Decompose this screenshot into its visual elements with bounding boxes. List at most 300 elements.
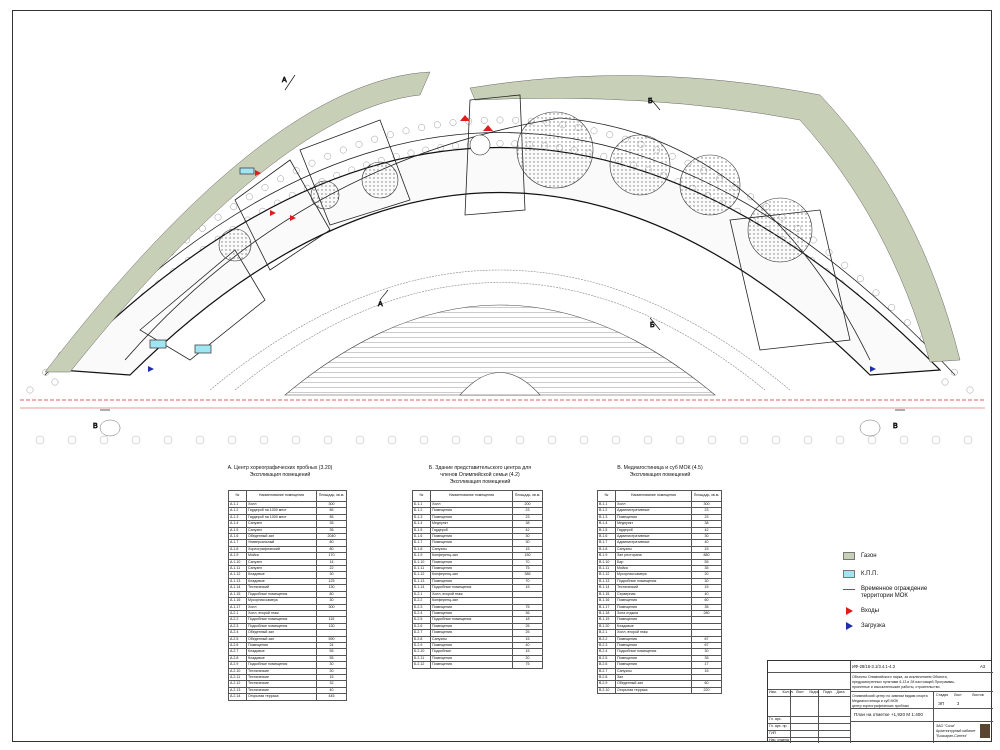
revision-header: Лист bbox=[796, 690, 804, 694]
room-name: Санузел bbox=[247, 527, 317, 533]
section-v-label-right: В bbox=[893, 423, 898, 430]
stamp-object-2: Медиагостиница и суб МОК bbox=[852, 699, 899, 703]
room-number: Б.1.6 bbox=[413, 534, 431, 540]
entrance-triangle-icon bbox=[846, 607, 853, 615]
room-number: А.1.6 bbox=[229, 534, 247, 540]
tree-symbol bbox=[164, 436, 172, 444]
room-area: 170 bbox=[317, 553, 347, 559]
room-name: Холл bbox=[247, 502, 317, 508]
room-name: Помещения bbox=[431, 623, 513, 629]
room-area: 35 bbox=[692, 566, 722, 572]
column-header: Площадь, кв.м. bbox=[692, 491, 722, 502]
stamp-desc-1: Объекты Олимпийского парка, за исключением Объекта, bbox=[852, 675, 948, 679]
room-area: 15 bbox=[692, 546, 722, 552]
room-number: А.2.14 bbox=[229, 694, 247, 700]
tree-symbol bbox=[580, 436, 588, 444]
table-header-row bbox=[229, 491, 347, 502]
tree-symbol bbox=[513, 117, 519, 123]
room-name: Санузлы bbox=[431, 636, 513, 642]
room-number: В.1.2 bbox=[598, 508, 616, 514]
room-name: Подсобные помещения bbox=[431, 585, 513, 591]
section-v-label-left: В bbox=[93, 423, 98, 430]
table-b-heading: Б. Здание представительского центра для bbox=[428, 465, 532, 471]
room-name: Мусорная камера bbox=[247, 598, 317, 604]
legend-fence-label-1: Временное ограждение bbox=[861, 586, 928, 592]
tree-symbol bbox=[420, 436, 428, 444]
room-number: Б.1.2 bbox=[413, 508, 431, 514]
room-name: Холл, второй этаж bbox=[431, 591, 513, 597]
room-name: Помещения bbox=[616, 662, 692, 668]
room-name: Технический bbox=[616, 585, 692, 591]
room-name: Бар bbox=[616, 559, 692, 565]
room-number: А.1.7 bbox=[229, 540, 247, 546]
tree-symbol bbox=[196, 436, 204, 444]
room-number: А.2.4 bbox=[229, 630, 247, 636]
room-name: Кладовые bbox=[616, 623, 692, 629]
room-name: Подсобные помещения bbox=[247, 617, 317, 623]
room-number: А.1.11 bbox=[229, 566, 247, 572]
room-area: 15 bbox=[513, 546, 543, 552]
room-area: 590 bbox=[317, 636, 347, 642]
room-number: Б.2.6 bbox=[413, 623, 431, 629]
table-b-heading-2: членов Олимпийской семьи (4.2) bbox=[440, 472, 520, 478]
room-area: 30 bbox=[317, 572, 347, 578]
room-area: 40 bbox=[692, 591, 722, 597]
room-number: В.1.20 bbox=[598, 623, 616, 629]
room-number: В.1.16 bbox=[598, 598, 616, 604]
room-number: Б.2.2 bbox=[413, 598, 431, 604]
tree-symbol bbox=[591, 128, 597, 134]
room-name: Хореографический bbox=[247, 546, 317, 552]
room-area: 150 bbox=[513, 553, 543, 559]
column-header: Наименование помещения bbox=[247, 491, 317, 502]
room-name: Помещения bbox=[431, 655, 513, 661]
tree-symbol bbox=[309, 160, 315, 166]
tree-symbol bbox=[607, 132, 613, 138]
fence-line-icon bbox=[843, 589, 855, 590]
room-number: В.2.1 bbox=[598, 630, 616, 636]
stamp-sheets-label: Листов bbox=[972, 693, 984, 697]
tree-symbol bbox=[484, 436, 492, 444]
room-name: Кладовые bbox=[247, 655, 317, 661]
tree-symbol bbox=[27, 387, 33, 393]
column-header: Наименование помещения bbox=[431, 491, 513, 502]
room-number: Б.1.5 bbox=[413, 527, 431, 533]
room-name: Помещения bbox=[431, 642, 513, 648]
room-number: В.1.10 bbox=[598, 559, 616, 565]
room-number: В.1.17 bbox=[598, 604, 616, 610]
room-area: 80 bbox=[317, 540, 347, 546]
room-number: А.2.2 bbox=[229, 617, 247, 623]
tree-symbol bbox=[231, 204, 237, 210]
room-name: Холл, второй этаж bbox=[247, 610, 317, 616]
room-name: Санузел bbox=[247, 521, 317, 527]
room-number: А.1.14 bbox=[229, 585, 247, 591]
room-number: Б.2.10 bbox=[413, 649, 431, 655]
room-name: Холл bbox=[431, 502, 513, 508]
room-number: В.2.7 bbox=[598, 668, 616, 674]
room-name: Помещения bbox=[431, 514, 513, 520]
room-number: В.1.8 bbox=[598, 546, 616, 552]
room-number: В.2.5 bbox=[598, 655, 616, 661]
revision-header: №док bbox=[809, 690, 820, 694]
column-header: Наименование помещения bbox=[616, 491, 692, 502]
tree-symbol bbox=[612, 436, 620, 444]
stamp-org-3: "Боскарин-Синтез" bbox=[936, 734, 968, 738]
room-name: Помещения bbox=[431, 566, 513, 572]
loading-triangle-icon bbox=[846, 622, 853, 630]
tree-symbol bbox=[804, 436, 812, 444]
table-a-title bbox=[210, 465, 350, 479]
explication-table-a bbox=[228, 490, 347, 701]
room-area: 15 bbox=[692, 585, 722, 591]
room-name: Санузлы bbox=[431, 546, 513, 552]
room-number: Б.1.3 bbox=[413, 514, 431, 520]
room-name: Помещения bbox=[431, 630, 513, 636]
room-area: 15 bbox=[513, 636, 543, 642]
room-name: Медпункт bbox=[616, 521, 692, 527]
room-number: А.1.15 bbox=[229, 591, 247, 597]
room-name: Санузлы bbox=[616, 546, 692, 552]
room-area: 130 bbox=[317, 585, 347, 591]
room-number: А.1.3 bbox=[229, 514, 247, 520]
tree-symbol bbox=[873, 290, 879, 296]
revision-header: Дата bbox=[836, 690, 845, 694]
room-number: В.1.13 bbox=[598, 578, 616, 584]
room-area: 300 bbox=[692, 502, 722, 508]
room-area: 23 bbox=[513, 508, 543, 514]
room-area: 35 bbox=[317, 521, 347, 527]
tree-symbol bbox=[100, 436, 108, 444]
room-area: 300 bbox=[317, 604, 347, 610]
stamp-code: ИФ-28/16-3.1/3.4.1-4.3 bbox=[852, 664, 895, 669]
room-number: Б.2.7 bbox=[413, 630, 431, 636]
room-name: Помещения bbox=[431, 534, 513, 540]
table-a-heading: А. Центр хореографических пробных (3.20) bbox=[227, 465, 333, 471]
room-area: 80 bbox=[317, 591, 347, 597]
tree-symbol bbox=[452, 436, 460, 444]
tree-symbol bbox=[340, 147, 346, 153]
table-header-row bbox=[413, 491, 543, 502]
legend-loading-label: Загрузка bbox=[861, 623, 886, 629]
column-header: Площадь, кв.м. bbox=[513, 491, 543, 502]
tree-symbol bbox=[215, 214, 221, 220]
tree-symbol bbox=[52, 379, 58, 385]
explication-table-b bbox=[412, 490, 543, 669]
room-area: 22 bbox=[317, 566, 347, 572]
room-number: Б.1.7 bbox=[413, 540, 431, 546]
table-b-subtitle: Экспликация помещений bbox=[449, 479, 511, 485]
stamp-desc-2: предусмотренных пунктами 6.13 и 28 настоящей Программы, bbox=[852, 680, 955, 684]
room-area: 67 bbox=[692, 636, 722, 642]
room-number: Б.1.1 bbox=[413, 502, 431, 508]
room-number: Б.2.8 bbox=[413, 636, 431, 642]
room-name: Помещения bbox=[431, 559, 513, 565]
room-area: 385 bbox=[513, 572, 543, 578]
room-area: 17 bbox=[692, 662, 722, 668]
room-area: 32 bbox=[317, 681, 347, 687]
tree-symbol bbox=[68, 436, 76, 444]
tree-symbol bbox=[356, 141, 362, 147]
room-name: Холл bbox=[247, 604, 317, 610]
section-a-label-bottom: А bbox=[378, 301, 383, 308]
room-number: В.2.8 bbox=[598, 674, 616, 680]
room-name: Мойка bbox=[616, 566, 692, 572]
room-area: 36 bbox=[513, 610, 543, 616]
legend-loading bbox=[843, 622, 885, 630]
room-number: А.2.12 bbox=[229, 681, 247, 687]
stamp-role-3: ГИП bbox=[769, 731, 777, 735]
section-b-label-bottom: Б bbox=[650, 322, 655, 329]
room-number: В.2.10 bbox=[598, 687, 616, 693]
room-area: 75 bbox=[513, 604, 543, 610]
tree-symbol bbox=[868, 436, 876, 444]
room-number: В.1.7 bbox=[598, 540, 616, 546]
room-number: А.1.10 bbox=[229, 559, 247, 565]
room-name: Обеденный зал bbox=[247, 534, 317, 540]
room-name: Обеденный зал bbox=[247, 636, 317, 642]
room-name: Административные bbox=[616, 540, 692, 546]
room-area: 30 bbox=[513, 540, 543, 546]
legend-entrances bbox=[843, 607, 879, 615]
room-name: Санузел bbox=[247, 559, 317, 565]
room-number: Б.2.5 bbox=[413, 617, 431, 623]
tree-symbol bbox=[260, 436, 268, 444]
legend-kpp bbox=[843, 570, 878, 578]
tree-symbol bbox=[36, 436, 44, 444]
stamp-object-1: Олимпийский центр по зимним видам спорта bbox=[852, 694, 928, 698]
room-area: 60 bbox=[692, 681, 722, 687]
room-name: Подсобные помещения bbox=[431, 617, 513, 623]
room-area: 30 bbox=[692, 649, 722, 655]
road-lanes bbox=[100, 420, 880, 436]
tree-symbol bbox=[932, 436, 940, 444]
tree-symbol bbox=[403, 128, 409, 134]
room-area: 30 bbox=[317, 662, 347, 668]
room-number: Б.2.4 bbox=[413, 610, 431, 616]
room-name: Помещения bbox=[247, 642, 317, 648]
lawn-swatch bbox=[843, 552, 855, 560]
room-area: 30 bbox=[317, 598, 347, 604]
room-area: 35 bbox=[692, 655, 722, 661]
room-name: Подсобные помещения bbox=[247, 623, 317, 629]
room-number: А.2.9 bbox=[229, 662, 247, 668]
room-number: А.1.12 bbox=[229, 572, 247, 578]
revision-header: Изм. bbox=[769, 690, 777, 694]
room-name: Мойка bbox=[247, 553, 317, 559]
stamp-desc-3: проектные и изыскательские работы, строительство bbox=[852, 685, 940, 689]
tree-symbol bbox=[676, 436, 684, 444]
room-number: А.2.6 bbox=[229, 642, 247, 648]
column-header: № bbox=[413, 491, 431, 502]
room-name: Помещения bbox=[616, 642, 692, 648]
room-name: Гардероб bbox=[431, 527, 513, 533]
room-name: Мусорная камера bbox=[616, 572, 692, 578]
tree-symbol bbox=[372, 136, 378, 142]
stamp-org-1: ЗАО "Сочи" bbox=[936, 724, 956, 728]
stamp-sheet-number: 3 bbox=[957, 701, 960, 706]
room-name: Помещения bbox=[431, 604, 513, 610]
table-v-title bbox=[590, 465, 730, 479]
room-area: 42 bbox=[692, 527, 722, 533]
tree-symbol bbox=[967, 387, 973, 393]
room-number: В.1.1 bbox=[598, 502, 616, 508]
room-name: Обеденный зал bbox=[247, 630, 317, 636]
legend-entrances-label: Входы bbox=[861, 608, 879, 614]
tree-symbol bbox=[497, 140, 503, 146]
table-row bbox=[598, 687, 722, 693]
room-area: 24 bbox=[317, 642, 347, 648]
room-name: Медпункт bbox=[431, 521, 513, 527]
room-name: Санузлы bbox=[616, 668, 692, 674]
room-name: Помещения bbox=[616, 604, 692, 610]
room-number: Б.2.3 bbox=[413, 604, 431, 610]
room-name: Помещения bbox=[616, 636, 692, 642]
tree-symbol bbox=[324, 436, 332, 444]
tree-symbol bbox=[356, 436, 364, 444]
legend-fence bbox=[843, 586, 927, 600]
revision-header: Кол.уч bbox=[782, 690, 794, 694]
room-name: Помещения bbox=[616, 598, 692, 604]
room-area: 200 bbox=[513, 502, 543, 508]
tree-symbol bbox=[278, 176, 284, 182]
room-area: 30 bbox=[692, 534, 722, 540]
room-name: Конференц-зал bbox=[431, 598, 513, 604]
room-area: 35 bbox=[692, 604, 722, 610]
room-area: 300 bbox=[317, 502, 347, 508]
tree-symbol bbox=[408, 150, 414, 156]
room-area: 130 bbox=[317, 623, 347, 629]
tree-symbol bbox=[836, 436, 844, 444]
room-area: 30 bbox=[317, 668, 347, 674]
room-number: Б.1.8 bbox=[413, 546, 431, 552]
stamp-role-2: Гл. арх. пр. bbox=[769, 724, 788, 728]
tree-symbol bbox=[497, 117, 503, 123]
room-number: В.2.6 bbox=[598, 662, 616, 668]
tree-symbol bbox=[942, 379, 948, 385]
room-number: Б.1.13 bbox=[413, 578, 431, 584]
tree-symbol bbox=[548, 436, 556, 444]
room-number: А.1.8 bbox=[229, 546, 247, 552]
stamp-stage: ЭП bbox=[938, 701, 945, 706]
room-number: А.1.5 bbox=[229, 527, 247, 533]
room-number: Б.1.14 bbox=[413, 585, 431, 591]
tree-symbol bbox=[132, 436, 140, 444]
room-area: 23 bbox=[692, 508, 722, 514]
room-number: А.2.1 bbox=[229, 610, 247, 616]
tree-symbol bbox=[388, 436, 396, 444]
room-name: Гардероб bbox=[616, 527, 692, 533]
room-area: 75 bbox=[513, 566, 543, 572]
kpp-swatch bbox=[843, 570, 855, 578]
room-area: 880 bbox=[692, 553, 722, 559]
table-v-heading: В. Медиагостиница и суб МОК (4.5) bbox=[617, 465, 703, 471]
room-number: Б.2.1 bbox=[413, 591, 431, 597]
room-number: А.1.17 bbox=[229, 604, 247, 610]
tree-symbol bbox=[292, 436, 300, 444]
room-number: В.1.3 bbox=[598, 514, 616, 520]
room-area: 15 bbox=[317, 674, 347, 680]
tree-symbol bbox=[708, 436, 716, 444]
room-number: В.2.3 bbox=[598, 642, 616, 648]
section-b-label-top: Б bbox=[648, 98, 653, 105]
room-name: Подсобные помещения bbox=[616, 649, 692, 655]
tree-symbol bbox=[325, 153, 331, 159]
room-area: 20 bbox=[513, 655, 543, 661]
room-number: В.1.5 bbox=[598, 527, 616, 533]
room-number: А.1.4 bbox=[229, 521, 247, 527]
room-name: Универсальный bbox=[247, 540, 317, 546]
tree-symbol bbox=[387, 132, 393, 138]
stamp-object-3: центр хореографических пробных bbox=[852, 704, 910, 708]
room-number: В.1.19 bbox=[598, 617, 616, 623]
room-number: А.1.1 bbox=[229, 502, 247, 508]
room-area: 40 bbox=[513, 642, 543, 648]
table-header-row bbox=[598, 491, 722, 502]
room-name: Зал ресторана bbox=[616, 553, 692, 559]
room-name: Гардероб на 1000 мест bbox=[247, 508, 317, 514]
room-number: В.2.2 bbox=[598, 636, 616, 642]
room-name: Открытая терраса bbox=[247, 694, 317, 700]
tree-symbol bbox=[842, 262, 848, 268]
room-area: 445 bbox=[317, 694, 347, 700]
room-number: Б.2.11 bbox=[413, 655, 431, 661]
room-name: Гардероб на 1000 мест bbox=[247, 514, 317, 520]
room-number: В.1.14 bbox=[598, 585, 616, 591]
room-name: Кладовые bbox=[247, 578, 317, 584]
table-b-title bbox=[400, 465, 560, 486]
room-area: 25 bbox=[513, 623, 543, 629]
room-name: Конференц-зал bbox=[431, 572, 513, 578]
room-number: Б.1.11 bbox=[413, 566, 431, 572]
room-number: Б.1.4 bbox=[413, 521, 431, 527]
tree-symbol bbox=[900, 436, 908, 444]
room-area: 80 bbox=[317, 546, 347, 552]
room-name: Технические bbox=[247, 674, 317, 680]
room-area: 14 bbox=[317, 559, 347, 565]
room-number: А.2.10 bbox=[229, 668, 247, 674]
room-number: Б.2.9 bbox=[413, 642, 431, 648]
room-name: Подсобные помещения bbox=[247, 662, 317, 668]
stamp-sheet-label: Лист bbox=[954, 693, 962, 697]
room-name: Помещения bbox=[431, 578, 513, 584]
tree-symbol bbox=[644, 436, 652, 444]
tree-symbol bbox=[450, 120, 456, 126]
room-number: А.1.13 bbox=[229, 578, 247, 584]
room-name: Открытая терраса bbox=[616, 687, 692, 693]
revision-header: Подп. bbox=[823, 690, 833, 694]
title-block bbox=[767, 660, 992, 742]
room-area: 38 bbox=[513, 521, 543, 527]
room-number: А.2.11 bbox=[229, 674, 247, 680]
tree-symbol bbox=[246, 194, 252, 200]
legend-lawn-label: Газон bbox=[861, 553, 877, 559]
stamp-format: А3 bbox=[980, 664, 986, 669]
room-name: Конференц-зал bbox=[431, 553, 513, 559]
room-area: 35 bbox=[317, 527, 347, 533]
room-number: А.2.3 bbox=[229, 623, 247, 629]
room-name: Технический bbox=[247, 585, 317, 591]
room-area: 23 bbox=[513, 514, 543, 520]
room-area: 125 bbox=[317, 578, 347, 584]
room-name: Технические bbox=[247, 668, 317, 674]
room-number: В.1.4 bbox=[598, 521, 616, 527]
room-area: 55 bbox=[317, 655, 347, 661]
room-number: Б.1.9 bbox=[413, 553, 431, 559]
room-area: 40 bbox=[692, 540, 722, 546]
tree-symbol bbox=[857, 276, 863, 282]
room-name: Санузел bbox=[247, 566, 317, 572]
